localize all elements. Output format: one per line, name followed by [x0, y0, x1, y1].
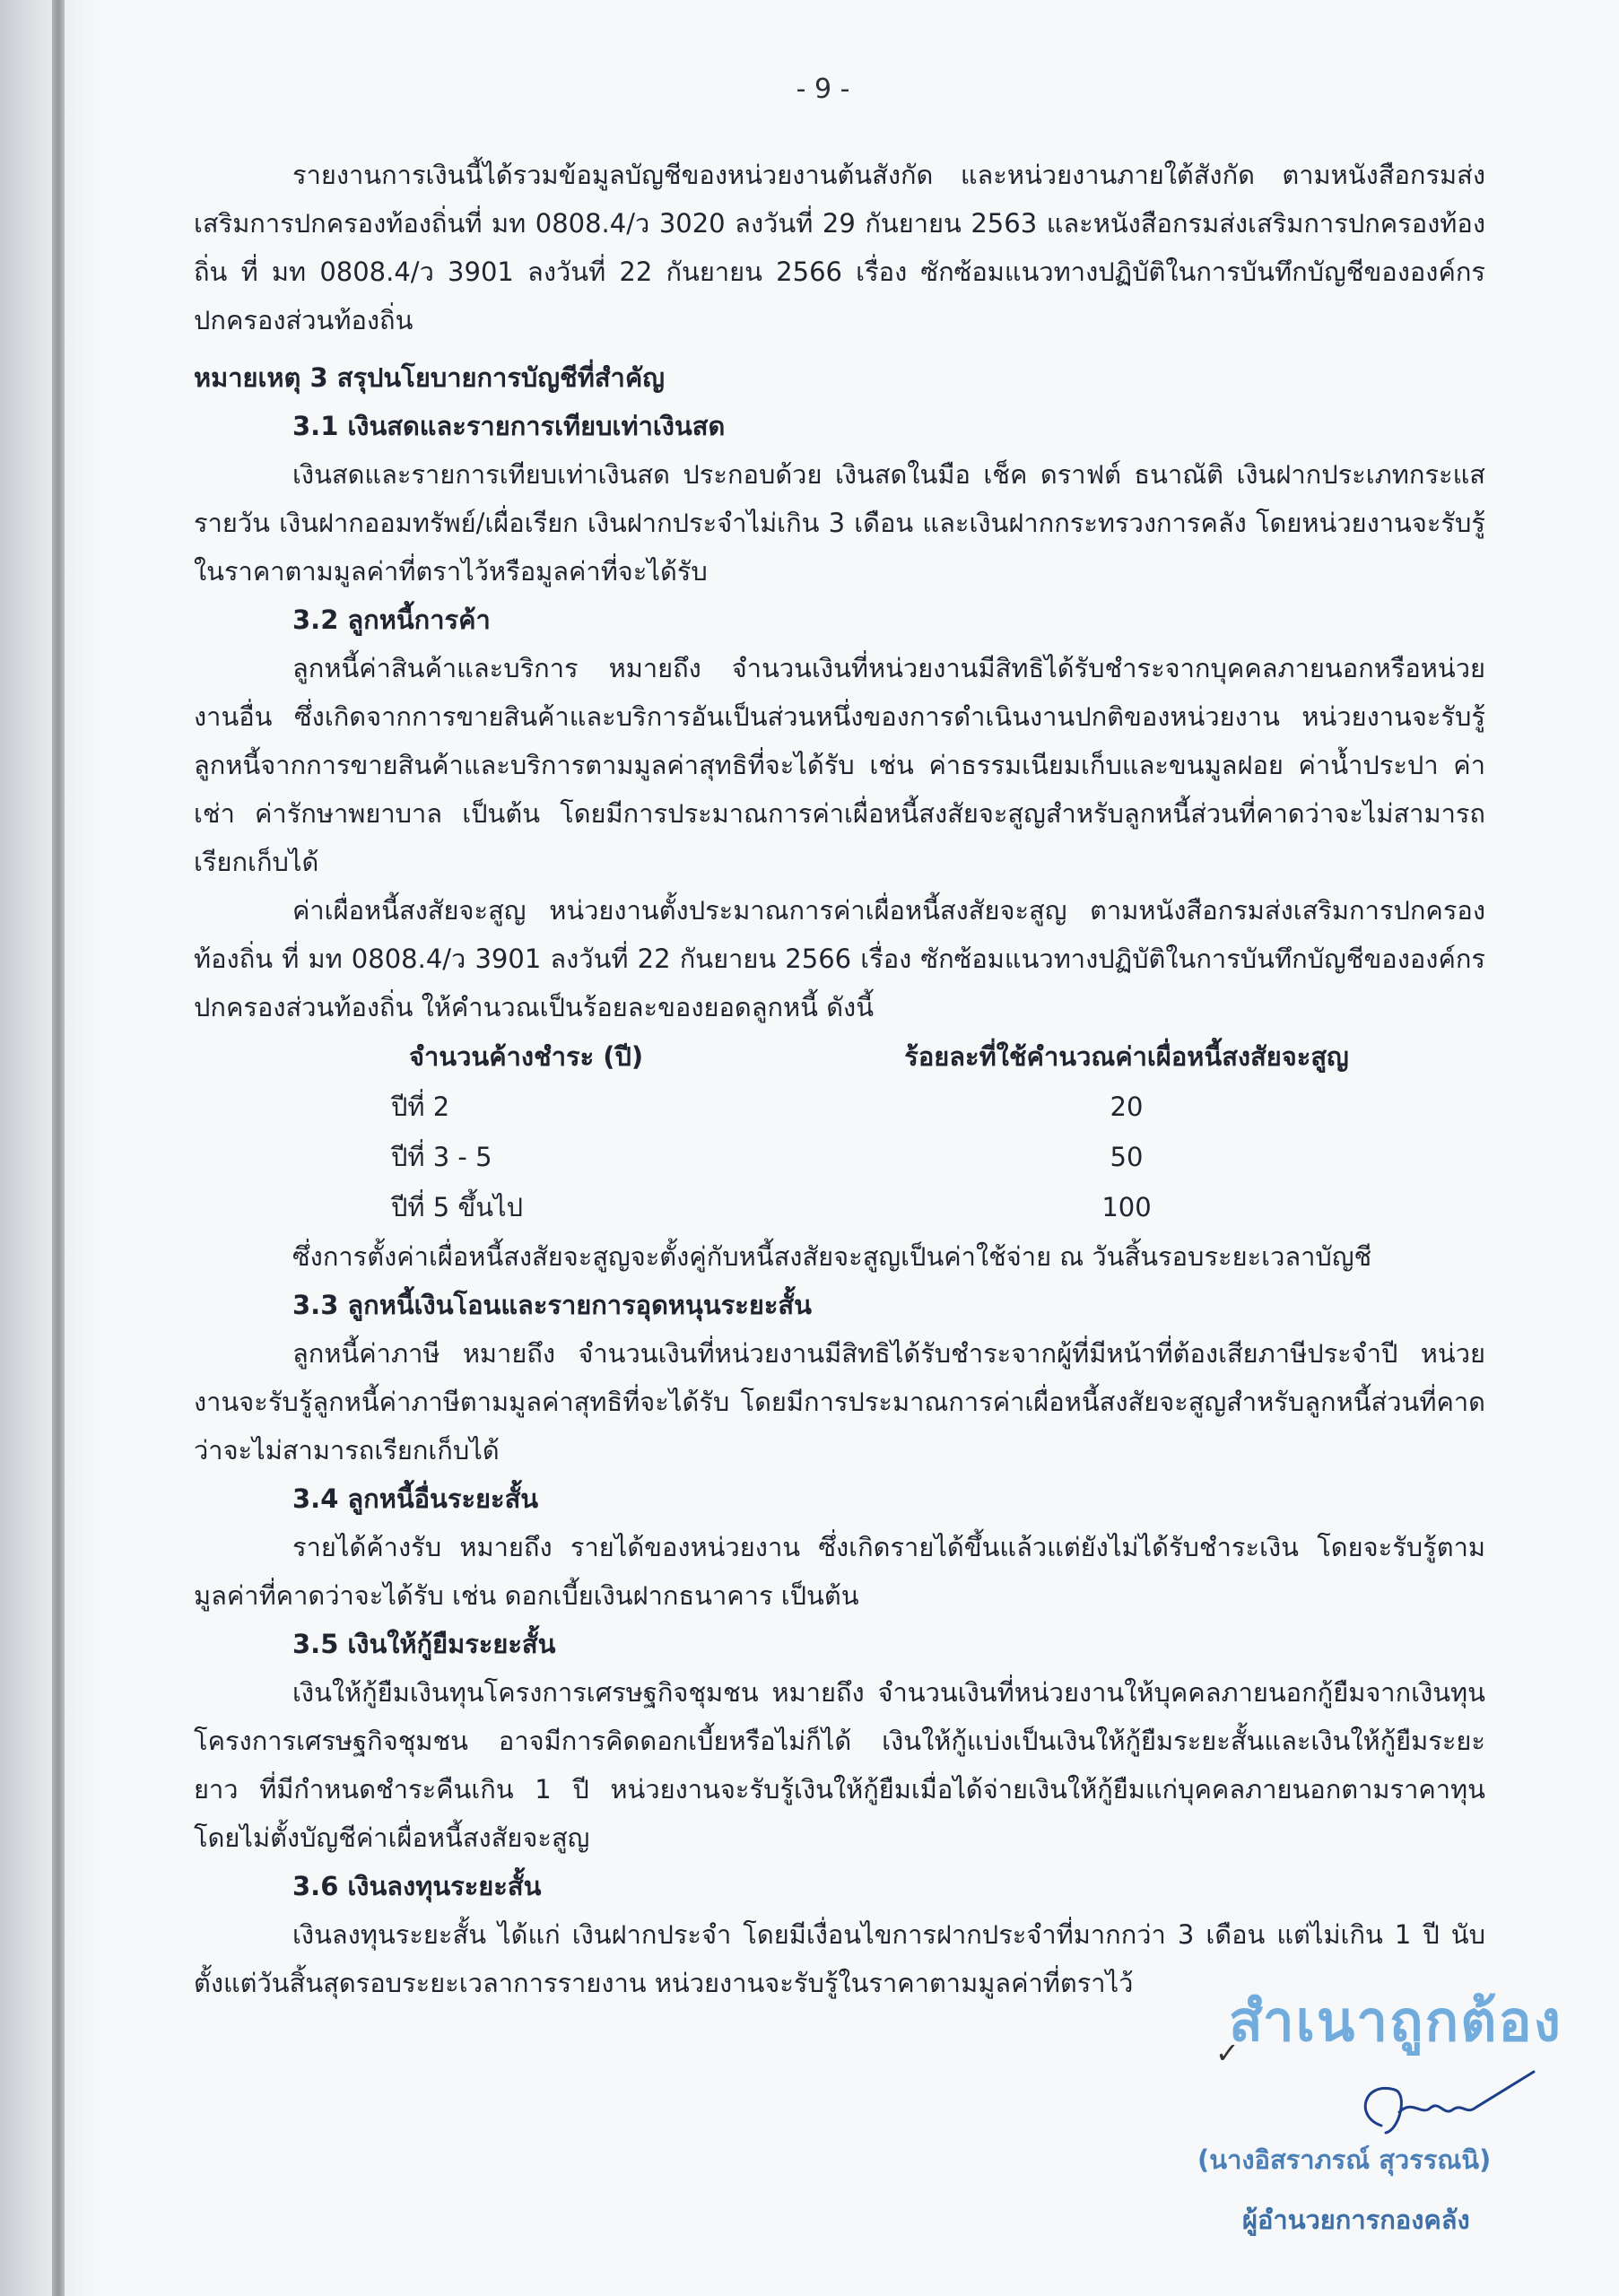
table-cell-years: ปีที่ 2 [391, 1091, 450, 1122]
section-number: 3.2 [292, 604, 339, 635]
table-header-row [194, 1031, 1485, 1082]
section-3-4-paragraph: รายได้ค้างรับ หมายถึง รายได้ของหน่วยงาน ซึ่งเกิดรายได้ขึ้นแล้วแต่ยังไม่ได้รับชำระเงิน โดยจะรับรู้ตามมูลค่าที่คาดว่าจะได้รับ เช่น ดอกเบี้ยเงินฝากธนาคาร เป็นต้น [194, 1532, 1485, 1611]
signer-name: (นางอิสราภรณ์ สุวรรณนิ) [1197, 2144, 1492, 2175]
section-number: 3.4 [292, 1483, 339, 1514]
section-3-5-heading [194, 1620, 1485, 1668]
section-3-3-paragraph: ลูกหนี้ค่าภาษี หมายถึง จำนวนเงินที่หน่วยงานมีสิทธิได้รับชำระจากผู้ที่มีหน้าที่ต้องเสียภาษีประจำปี หน่วยงานจะรับรู้ลูกหนี้ค่าภาษีตามมูลค่าสุทธิที่จะได้รับ โดยมีการประมาณการค่าเผื่อหนี้สงสัยจะสูญสำหรับลูกหนี้ส่วนที่คาดว่าจะไม่สามารถเรียกเก็บได้ [194, 1338, 1485, 1465]
allowance-rate-table [194, 1031, 1485, 1232]
table-cell-percent: 100 [1101, 1192, 1152, 1222]
table-header-percentage: ร้อยละที่ใช้คำนวณค่าเผื่อหนี้สงสัยจะสูญ [904, 1041, 1349, 1072]
section-number: 3.6 [292, 1871, 339, 1901]
section-title: เงินลงทุนระยะสั้น [347, 1871, 542, 1901]
page-number: - 9 - [796, 74, 850, 105]
section-3-1-paragraph: เงินสดและรายการเทียบเท่าเงินสด ประกอบด้วย เงินสดในมือ เช็ค ดราฟต์ ธนาณัติ เงินฝากประเภทกระแสรายวัน เงินฝากออมทรัพย์/เผื่อเรียก เงินฝากประจำไม่เกิน 3 เดือน และเงินฝากกระทรวงการคลัง โดยหน่วยงานจะรับรู้ในราคาตามมูลค่าที่ตราไว้หรือมูลค่าที่จะได้รับ [194, 459, 1485, 587]
document-body [194, 151, 1485, 2007]
table-cell-percent: 20 [1110, 1091, 1144, 1122]
note-3-heading: หมายเหตุ 3 สรุปนโยบายการบัญชีที่สำคัญ [194, 362, 665, 393]
section-3-6-paragraph: เงินลงทุนระยะสั้น ได้แก่ เงินฝากประจำ โดยมีเงื่อนไขการฝากประจำที่มากกว่า 3 เดือน แต่ไม่เกิน 1 ปี นับตั้งแต่วันสิ้นสุดรอบระยะเวลาการรายงาน หน่วยงานจะรับรู้ในราคาตามมูลค่าที่ตราไว้ [194, 1919, 1485, 1998]
section-title: ลูกหนี้อื่นระยะสั้น [347, 1483, 539, 1514]
check-mark-icon: ✓ [1215, 2036, 1240, 2070]
section-number: 3.3 [292, 1290, 339, 1320]
section-3-2-paragraph-2: ค่าเผื่อหนี้สงสัยจะสูญ หน่วยงานตั้งประมาณการค่าเผื่อหนี้สงสัยจะสูญ ตามหนังสือกรมส่งเสริมการปกครองท้องถิ่น ที่ มท 0808.4/ว 3901 ลงวันที่ 22 กันยายน 2566 เรื่อง ซักซ้อมแนวทางปฏิบัติในการบันทึกบัญชีขององค์กรปกครองส่วนท้องถิ่น ให้คำนวณเป็นร้อยละของยอดลูกหนี้ ดังนี้ [194, 895, 1485, 1022]
section-3-3-heading [194, 1281, 1485, 1329]
section-number: 3.5 [292, 1629, 339, 1659]
table-row [194, 1132, 1485, 1182]
section-3-2-paragraph-3: ซึ่งการตั้งค่าเผื่อหนี้สงสัยจะสูญจะตั้งคู่กับหนี้สงสัยจะสูญเป็นค่าใช้จ่าย ณ วันสิ้นรอบระยะเวลาบัญชี [292, 1241, 1372, 1272]
section-title: ลูกหนี้การค้า [347, 604, 491, 635]
signer-title: ผู้อำนวยการกองคลัง [1242, 2205, 1470, 2235]
section-3-5-paragraph: เงินให้กู้ยืมเงินทุนโครงการเศรษฐกิจชุมชน หมายถึง จำนวนเงินที่หน่วยงานให้บุคคลภายนอกกู้ยืมจากเงินทุนโครงการเศรษฐกิจชุมชน อาจมีการคิดดอกเบี้ยหรือไม่ก็ได้ เงินให้กู้แบ่งเป็นเงินให้กู้ยืมระยะสั้นและเงินให้กู้ยืมระยะยาว ที่มีกำหนดชำระคืนเกิน 1 ปี หน่วยงานจะรับรู้เงินให้กู้ยืมเมื่อได้จ่ายเงินให้กู้ยืมแก่บุคคลภายนอกตามราคาทุน โดยไม่ตั้งบัญชีค่าเผื่อหนี้สงสัยจะสูญ [194, 1677, 1485, 1853]
scan-binding-edge [52, 0, 65, 2296]
table-cell-years: ปีที่ 5 ขึ้นไป [391, 1192, 524, 1222]
section-title: เงินสดและรายการเทียบเท่าเงินสด [347, 411, 726, 441]
table-row [194, 1182, 1485, 1232]
section-title: เงินให้กู้ยืมระยะสั้น [347, 1629, 556, 1659]
table-row [194, 1082, 1485, 1132]
section-3-1-heading [194, 402, 1485, 450]
intro-paragraph: รายงานการเงินนี้ได้รวมข้อมูลบัญชีของหน่วยงานต้นสังกัด และหน่วยงานภายใต้สังกัด ตามหนังสือกรมส่งเสริมการปกครองท้องถิ่นที่ มท 0808.4/ว 3020 ลงวันที่ 29 กันยายน 2563 และหนังสือกรมส่งเสริมการปกครองท้องถิ่น ที่ มท 0808.4/ว 3901 ลงวันที่ 22 กันยายน 2566 เรื่อง ซักซ้อมแนวทางปฏิบัติในการบันทึกบัญชีขององค์กรปกครองส่วนท้องถิ่น [194, 160, 1485, 335]
table-cell-years: ปีที่ 3 - 5 [391, 1142, 492, 1172]
certified-copy-stamp: สำเนาถูกต้อง [1229, 1988, 1562, 2054]
section-3-2-heading [194, 596, 1485, 644]
table-header-years-overdue: จำนวนค้างชำระ (ปี) [409, 1041, 644, 1072]
section-3-6-heading [194, 1862, 1485, 1910]
table-cell-percent: 50 [1110, 1142, 1144, 1172]
section-3-4-heading [194, 1474, 1485, 1523]
section-title: ลูกหนี้เงินโอนและรายการอุดหนุนระยะสั้น [347, 1290, 812, 1320]
section-number: 3.1 [292, 411, 339, 441]
section-3-2-paragraph-1: ลูกหนี้ค่าสินค้าและบริการ หมายถึง จำนวนเงินที่หน่วยงานมีสิทธิได้รับชำระจากบุคคลภายนอกหรือหน่วยงานอื่น ซึ่งเกิดจากการขายสินค้าและบริการอันเป็นส่วนหนึ่งของการดำเนินงานปกติของหน่วยงาน หน่วยงานจะรับรู้ลูกหนี้จากการขายสินค้าและบริการตามมูลค่าสุทธิที่จะได้รับ เช่น ค่าธรรมเนียมเก็บและขนมูลฝอย ค่าน้ำประปา ค่าเช่า ค่ารักษาพยาบาล เป็นต้น โดยมีการประมาณการค่าเผื่อหนี้สงสัยจะสูญสำหรับลูกหนี้ส่วนที่คาดว่าจะไม่สามารถเรียกเก็บได้ [194, 653, 1485, 877]
